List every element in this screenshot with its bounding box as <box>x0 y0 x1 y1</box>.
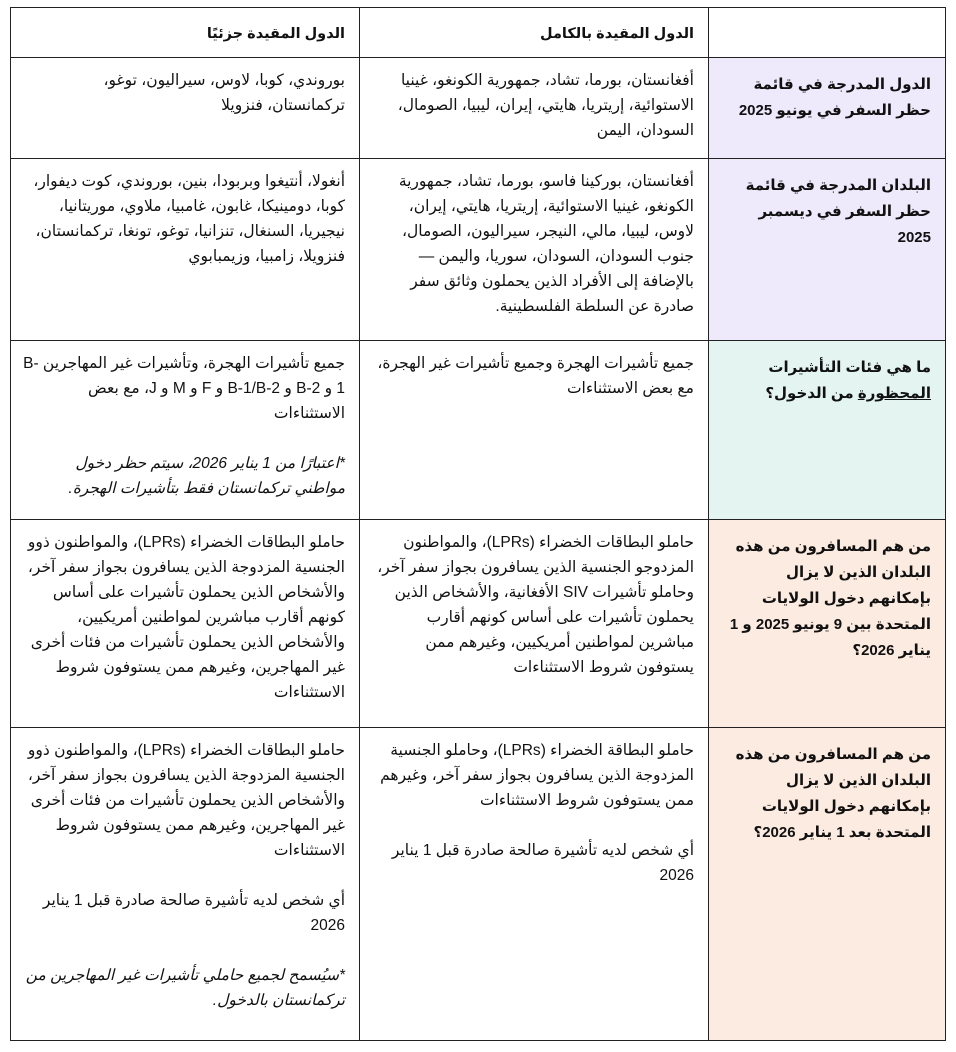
footnote: *سيُسمح لجميع حاملي تأشيرات غير المهاجرين من تركمانستان بالدخول. <box>25 967 345 1009</box>
header-blank <box>709 8 946 58</box>
header-partially-restricted: الدول المقيدة جزئيًا <box>11 8 360 58</box>
cell-partial-visa-categories <box>11 341 360 520</box>
cell-partial-june-2025: بوروندي، كوبا، لاوس، سيراليون، توغو، تركمانستان، فنزويلا <box>11 58 360 159</box>
cell-full-june-2025: أفغانستان، بورما، تشاد، جمهورية الكونغو، غينيا الاستوائية، إريتريا، هايتي، إيران، ليبيا، الصومال، السودان، اليمن <box>360 58 709 159</box>
row-header-december-2025: البلدان المدرجة في قائمة حظر السفر في ديسمبر 2025 <box>709 159 946 341</box>
table-row <box>11 58 946 159</box>
row-header-entry-after-jan: من هم المسافرون من هذه البلدان الذين لا يزال بإمكانهم دخول الولايات المتحدة بعد 1 يناير 2026؟ <box>709 728 946 1041</box>
row-header-visa-categories <box>709 341 946 520</box>
header-fully-restricted: الدول المقيدة بالكامل <box>360 8 709 58</box>
cell-text-2: أي شخص لديه تأشيرة صالحة صادرة قبل 1 يناير 2026 <box>42 892 345 934</box>
travel-ban-table <box>10 7 946 1041</box>
cell-text: جميع تأشيرات الهجرة، وتأشيرات غير المهاجرين B-1 و B-2 و B-1/B-2 و F و M و J، مع بعض الاستثناءات <box>23 355 345 422</box>
question-underlined-word: المحظورة <box>857 385 931 402</box>
cell-partial-entry-after-jan <box>11 728 360 1041</box>
question-suffix: من الدخول؟ <box>765 385 858 402</box>
cell-text-2: أي شخص لديه تأشيرة صالحة صادرة قبل 1 يناير 2026 <box>391 842 694 884</box>
cell-full-visa-categories: جميع تأشيرات الهجرة وجميع تأشيرات غير الهجرة، مع بعض الاستثناءات <box>360 341 709 520</box>
header-row <box>11 8 946 58</box>
table-row <box>11 159 946 341</box>
row-header-june-2025: الدول المدرجة في قائمة حظر السفر في يونيو 2025 <box>709 58 946 159</box>
table-row <box>11 341 946 520</box>
row-header-entry-june-jan: من هم المسافرون من هذه البلدان الذين لا يزال بإمكانهم دخول الولايات المتحدة بين 9 يونيو 2025 و 1 يناير 2026؟ <box>709 520 946 728</box>
cell-text: حاملو البطاقة الخضراء (LPRs)، وحاملو الجنسية المزدوجة الذين يسافرون بجواز سفر آخر، وغيرهم ممن يستوفون شروط الاستثناءات <box>380 742 694 809</box>
table-row <box>11 520 946 728</box>
cell-full-entry-after-jan <box>360 728 709 1041</box>
cell-full-december-2025: أفغانستان، بوركينا فاسو، بورما، تشاد، جمهورية الكونغو، غينيا الاستوائية، إريتريا، هايتي، إيران، لاوس، ليبيا، مالي، النيجر، سيراليون، الصومال، جنوب السودان، السودان، سوريا، واليمن — بالإضافة إلى الأفراد الذين يحملون وثائق سفر صادرة عن السلطة الفلسطينية. <box>360 159 709 341</box>
question-prefix: ما هي فئات التأشيرات <box>768 359 931 376</box>
table-row <box>11 728 946 1041</box>
cell-full-entry-june-jan: حاملو البطاقات الخضراء (LPRs)، والمواطنون المزدوجو الجنسية الذين يسافرون بجواز سفر آخر، وحاملو تأشيرات SIV الأفغانية، والأشخاص الذين يحملون تأشيرات على أساس كونهم أقارب مباشرين لمواطنين أمريكيين، وغيرهم ممن يستوفون شروط الاستثناءات <box>360 520 709 728</box>
cell-partial-december-2025: أنغولا، أنتيغوا وبربودا، بنين، بوروندي، كوت ديفوار، كوبا، دومينيكا، غابون، غامبيا، ملاوي، موريتانيا، نيجيريا، السنغال، تنزانيا، توغو، تونغا، تركمانستان، فنزويلا، زامبيا، وزيمبابوي <box>11 159 360 341</box>
footnote: *اعتبارًا من 1 يناير 2026، سيتم حظر دخول مواطني تركمانستان فقط بتأشيرات الهجرة. <box>68 455 345 497</box>
cell-partial-entry-june-jan: حاملو البطاقات الخضراء (LPRs)، والمواطنون ذوو الجنسية المزدوجة الذين يسافرون بجواز سفر آخر، والأشخاص الذين يحملون تأشيرات على أساس كونهم أقارب مباشرين لمواطنين أمريكيين، والأشخاص الذين يحملون تأشيرات من فئات أخرى غير المهاجرين، وغيرهم ممن يستوفون شروط الاستثناءات <box>11 520 360 728</box>
cell-text: حاملو البطاقات الخضراء (LPRs)، والمواطنون ذوو الجنسية المزدوجة الذين يسافرون بجواز سفر آخر، والأشخاص الذين يحملون تأشيرات من فئات أخرى غير المهاجرين، وغيرهم ممن يستوفون شروط الاستثناءات <box>27 742 345 859</box>
